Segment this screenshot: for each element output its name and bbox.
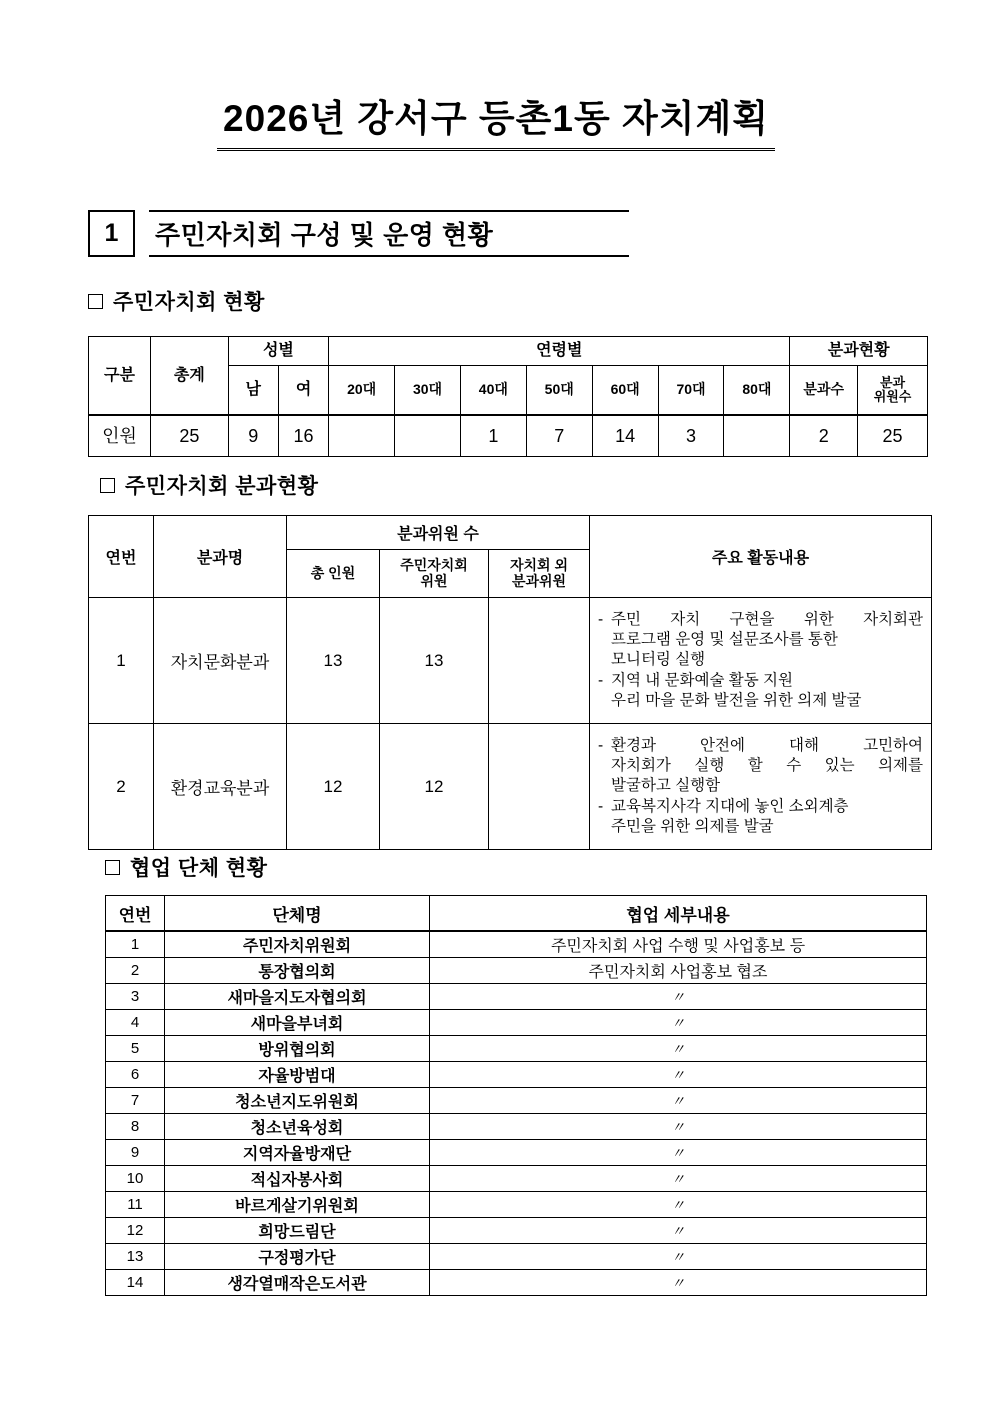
header-total-members: 총 인원 <box>287 550 380 598</box>
table-row <box>106 1140 927 1166</box>
table-row <box>106 1088 927 1114</box>
activity-line: 우리 마을 문화 발전을 위한 의제 발굴 <box>611 691 862 709</box>
cell-age-70: 3 <box>658 415 724 457</box>
dash-icon: - <box>598 737 604 755</box>
header-council-members-line1: 주민자치회 <box>400 556 468 573</box>
cell-partner-detail: 〃 <box>430 1062 927 1088</box>
cell-total-members: 12 <box>287 724 380 850</box>
table-row <box>89 516 932 550</box>
header-age-40: 40대 <box>460 366 526 416</box>
document-title: 2026년 강서구 등촌1동 자치계획 <box>217 98 775 151</box>
cell-age-50: 7 <box>526 415 592 457</box>
header-council-members-line2: 위원 <box>420 572 448 589</box>
header-age-80: 80대 <box>724 366 790 416</box>
cell-age-20 <box>329 415 395 457</box>
cell-total: 25 <box>150 415 228 457</box>
subheading-divisions-label: 주민자치회 분과현황 <box>125 475 319 498</box>
header-partner-no: 연번 <box>106 896 165 932</box>
table-row <box>106 1192 927 1218</box>
activity-line: 자치회가 실행 할 수 있는 의제를 <box>611 757 923 775</box>
activity-bullet <box>598 797 923 837</box>
table-resident-council-status <box>88 336 928 457</box>
cell-age-30 <box>395 415 461 457</box>
header-age-70: 70대 <box>658 366 724 416</box>
table-row <box>106 1010 927 1036</box>
header-gender-group: 성별 <box>228 337 329 366</box>
header-age-20: 20대 <box>329 366 395 416</box>
table-row <box>106 958 927 984</box>
header-division-no: 연번 <box>89 516 154 598</box>
table-row <box>89 598 932 724</box>
subheading-partners <box>105 852 267 882</box>
activity-line: 발굴하고 실행함 <box>611 777 721 795</box>
subheading-partners-label: 협업 단체 현황 <box>130 857 268 880</box>
activity-line: 모니터링 실행 <box>611 651 706 669</box>
dash-icon: - <box>598 671 604 689</box>
cell-partner-no: 4 <box>106 1010 165 1036</box>
section-number: 1 <box>88 210 135 257</box>
cell-partner-no: 12 <box>106 1218 165 1244</box>
cell-partner-detail: 〃 <box>430 1244 927 1270</box>
subheading-divisions <box>100 470 318 500</box>
header-division-name: 분과명 <box>154 516 287 598</box>
cell-activities <box>590 598 932 724</box>
cell-partner-org: 주민자치위원회 <box>165 931 430 958</box>
table-row <box>106 1218 927 1244</box>
cell-age-80 <box>724 415 790 457</box>
cell-partner-detail: 〃 <box>430 1218 927 1244</box>
cell-partner-org: 구정평가단 <box>165 1244 430 1270</box>
document-title-container <box>0 98 992 151</box>
dash-icon: - <box>598 611 604 629</box>
table-row <box>89 415 928 457</box>
header-activities: 주요 활동내용 <box>590 516 932 598</box>
header-female: 여 <box>278 366 328 416</box>
table-partner-organizations <box>105 895 927 1296</box>
cell-partner-no: 9 <box>106 1140 165 1166</box>
cell-outside-members <box>489 598 590 724</box>
table-row <box>106 1166 927 1192</box>
cell-partner-no: 13 <box>106 1244 165 1270</box>
header-outside-members-line2: 분과위원 <box>511 572 567 589</box>
cell-partner-org: 희망드림단 <box>165 1218 430 1244</box>
cell-age-40: 1 <box>460 415 526 457</box>
cell-age-60: 14 <box>592 415 658 457</box>
section-title: 주민자치회 구성 및 운영 현황 <box>149 210 629 257</box>
cell-division-count: 2 <box>790 415 858 457</box>
header-partner-org: 단체명 <box>165 896 430 932</box>
cell-female: 16 <box>278 415 328 457</box>
table-row <box>106 1114 927 1140</box>
header-member-count-group: 분과위원 수 <box>287 516 590 550</box>
activity-bullet <box>598 736 923 796</box>
header-division-members <box>858 366 928 416</box>
table-row <box>106 1244 927 1270</box>
cell-outside-members <box>489 724 590 850</box>
cell-partner-org: 자율방범대 <box>165 1062 430 1088</box>
cell-partner-detail: 〃 <box>430 1192 927 1218</box>
header-partner-detail: 협업 세부내용 <box>430 896 927 932</box>
subheading-status <box>88 286 265 316</box>
cell-total-members: 13 <box>287 598 380 724</box>
cell-partner-detail: 〃 <box>430 1140 927 1166</box>
cell-partner-detail: 〃 <box>430 984 927 1010</box>
square-bullet-icon <box>100 478 115 493</box>
activity-line: 주민을 위한 의제를 발굴 <box>611 817 774 835</box>
activity-text <box>611 736 923 796</box>
cell-partner-no: 5 <box>106 1036 165 1062</box>
cell-partner-org: 생각열매작은도서관 <box>165 1270 430 1296</box>
table-row <box>106 896 927 932</box>
cell-partner-detail: 〃 <box>430 1088 927 1114</box>
cell-partner-detail: 주민자치회 사업홍보 협조 <box>430 958 927 984</box>
header-division-members-line2: 위원수 <box>873 389 912 404</box>
cell-division-no: 2 <box>89 724 154 850</box>
header-total: 총계 <box>150 337 228 416</box>
square-bullet-icon <box>88 294 103 309</box>
header-outside-members-line1: 자치회 외 <box>510 556 568 573</box>
cell-partner-no: 7 <box>106 1088 165 1114</box>
header-gubun: 구분 <box>89 337 151 416</box>
cell-partner-org: 적십자봉사회 <box>165 1166 430 1192</box>
cell-partner-no: 8 <box>106 1114 165 1140</box>
cell-partner-no: 2 <box>106 958 165 984</box>
header-age-group: 연령별 <box>329 337 790 366</box>
table-row <box>106 1036 927 1062</box>
header-council-members <box>380 550 489 598</box>
activity-text <box>611 797 923 837</box>
cell-partner-no: 14 <box>106 1270 165 1296</box>
activity-text <box>611 610 923 670</box>
header-age-50: 50대 <box>526 366 592 416</box>
cell-activities <box>590 724 932 850</box>
cell-partner-org: 새마을부녀회 <box>165 1010 430 1036</box>
activity-line: 프로그램 운영 및 설문조사를 통한 <box>611 631 838 649</box>
activity-bullet <box>598 671 923 711</box>
header-division-status-group: 분과현황 <box>790 337 928 366</box>
cell-partner-org: 청소년육성회 <box>165 1114 430 1140</box>
activity-bullet <box>598 610 923 670</box>
table-row <box>106 1270 927 1296</box>
table-row <box>106 984 927 1010</box>
subheading-status-label: 주민자치회 현황 <box>113 291 265 314</box>
cell-division-name: 자치문화분과 <box>154 598 287 724</box>
cell-male: 9 <box>228 415 278 457</box>
table-division-status <box>88 515 932 850</box>
header-outside-members <box>489 550 590 598</box>
cell-partner-org: 바르게살기위원회 <box>165 1192 430 1218</box>
cell-partner-detail: 〃 <box>430 1166 927 1192</box>
cell-partner-no: 1 <box>106 931 165 958</box>
cell-partner-detail: 〃 <box>430 1036 927 1062</box>
dash-icon: - <box>598 797 604 815</box>
header-age-60: 60대 <box>592 366 658 416</box>
activity-line: 환경과 안전에 대해 고민하여 <box>611 737 923 755</box>
header-age-30: 30대 <box>395 366 461 416</box>
cell-council-members: 13 <box>380 598 489 724</box>
activity-text <box>611 671 923 711</box>
table-row <box>106 1062 927 1088</box>
header-male: 남 <box>228 366 278 416</box>
cell-division-no: 1 <box>89 598 154 724</box>
table-row <box>106 931 927 958</box>
cell-council-members: 12 <box>380 724 489 850</box>
section-header <box>88 210 629 257</box>
header-division-members-line1: 분과 <box>879 374 906 390</box>
cell-partner-org: 방위협의회 <box>165 1036 430 1062</box>
cell-partner-no: 3 <box>106 984 165 1010</box>
cell-partner-no: 11 <box>106 1192 165 1218</box>
activity-line: 교육복지사각 지대에 놓인 소외계층 <box>611 797 849 815</box>
activity-line: 지역 내 문화예술 활동 지원 <box>611 671 793 689</box>
cell-partner-detail: 주민자치회 사업 수행 및 사업홍보 등 <box>430 931 927 958</box>
table-row <box>89 724 932 850</box>
cell-partner-org: 통장협의회 <box>165 958 430 984</box>
activity-line: 주민 자치 구현을 위한 자치회관 <box>611 611 923 629</box>
header-division-count: 분과수 <box>790 366 858 416</box>
table-row <box>89 337 928 366</box>
cell-division-members: 25 <box>858 415 928 457</box>
cell-division-name: 환경교육분과 <box>154 724 287 850</box>
cell-partner-detail: 〃 <box>430 1114 927 1140</box>
cell-row-label: 인원 <box>89 415 151 457</box>
cell-partner-detail: 〃 <box>430 1270 927 1296</box>
cell-partner-org: 지역자율방재단 <box>165 1140 430 1166</box>
cell-partner-org: 청소년지도위원회 <box>165 1088 430 1114</box>
cell-partner-no: 10 <box>106 1166 165 1192</box>
cell-partner-no: 6 <box>106 1062 165 1088</box>
cell-partner-org: 새마을지도자협의회 <box>165 984 430 1010</box>
square-bullet-icon <box>105 860 120 875</box>
cell-partner-detail: 〃 <box>430 1010 927 1036</box>
